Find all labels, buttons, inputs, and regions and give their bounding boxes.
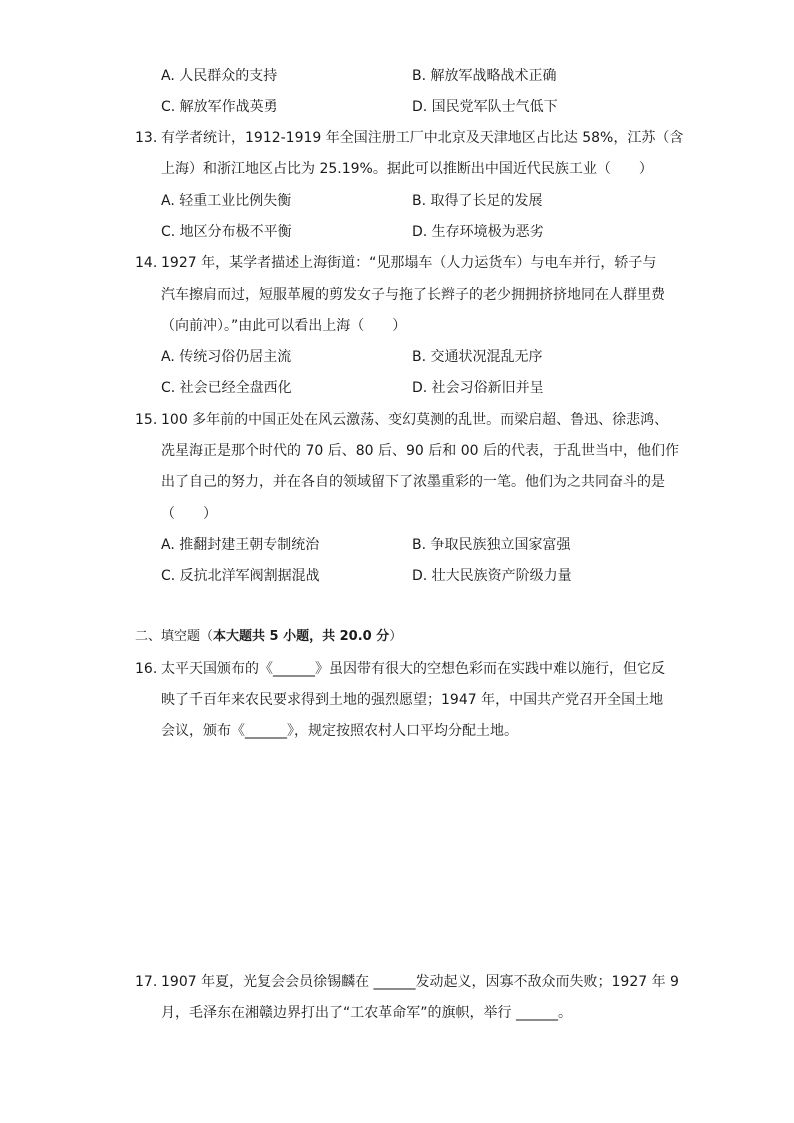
section-heading-fill-in [135,627,402,647]
q13-option-a: A. 轻重工业比例失衡 [161,193,292,209]
q14-stem-line-1: 1927 年，某学者描述上海街道：“见那塌车（人力运货车）与电车并行，轿子与 [161,255,657,271]
q17-number: 17. [135,974,158,990]
q14-option-d: D. 社会习俗新旧并呈 [412,380,544,396]
q15-option-d: D. 壮大民族资产阶级力量 [412,568,572,584]
q16-stem-line-2: 映了千百年来农民要求得到土地的强烈愿望；1947 年，中国共产党召开全国土地 [161,692,664,708]
q17-stem-line-2: 月，毛泽东在湘赣边界打出了“工农革命军”的旗帜，举行 ______。 [161,1005,572,1021]
q13-option-b: B. 取得了长足的发展 [412,193,543,209]
q16-stem-line-1: 太平天国颁布的《______》虽因带有很大的空想色彩而在实践中难以施行，但它反 [161,661,665,677]
q15-option-a: A. 推翻封建王朝专制统治 [161,537,320,553]
q15-stem-line-3: 出了自己的努力，并在各自的领域留下了浓墨重彩的一笔。他们为之共同奋斗的是 [161,474,665,490]
q14-stem-line-2: 汽车擦肩而过，短服革履的剪发女子与拖了长辫子的老少拥拥挤挤地同在人群里费 [161,287,665,303]
q15-number: 15. [135,412,158,428]
q14-number: 14. [135,255,158,271]
q15-option-c: C. 反抗北洋军阀割据混战 [161,568,320,584]
q15-option-b: B. 争取民族独立国家富强 [412,537,571,553]
section-heading-detail: 本大题共 5 小题，共 20.0 分 [213,629,390,644]
q14-stem-line-3: （向前冲）。”由此可以看出上海（ ） [161,318,407,334]
q14-option-a: A. 传统习俗仍居主流 [161,349,292,365]
q12-option-c: C. 解放军作战英勇 [161,99,278,115]
q15-stem-line-1: 100 多年前的中国正处在风云激荡、变幻莫测的乱世。而梁启超、鲁迅、徐悲鸿、 [161,412,669,428]
section-heading-prefix: 二、填空题（ [135,629,214,644]
q13-stem-line-1: 有学者统计，1912-1919 年全国注册工厂中北京及天津地区占比达 58%，江苏（含 [161,130,684,146]
q16-stem-line-3: 会议，颁布《______》，规定按照农村人口平均分配土地。 [161,723,518,739]
q15-stem-line-2: 冼星海正是那个时代的 70 后、80 后、90 后和 00 后的代表，于乱世当中，他们作 [161,443,679,459]
q13-option-d: D. 生存环境极为恶劣 [412,224,544,240]
q16-number: 16. [135,661,158,677]
section-heading-suffix: ） [389,629,403,644]
q12-option-a: A. 人民群众的支持 [161,68,278,84]
q13-number: 13. [135,130,158,146]
q13-stem-line-2: 上海）和浙江地区占比为 25.19%。据此可以推断出中国近代民族工业（ ） [161,161,653,177]
q15-stem-line-4: （ ） [161,506,217,522]
q14-option-b: B. 交通状况混乱无序 [412,349,543,365]
q14-option-c: C. 社会已经全盘西化 [161,380,292,396]
q13-option-c: C. 地区分布极不平衡 [161,224,292,240]
q17-stem-line-1: 1907 年夏，光复会会员徐锡麟在 ______发动起义，因寡不敌众而失败；1927 年 9 [161,974,679,990]
q12-option-b: B. 解放军战略战术正确 [412,68,557,84]
q12-option-d: D. 国民党军队士气低下 [412,99,558,115]
